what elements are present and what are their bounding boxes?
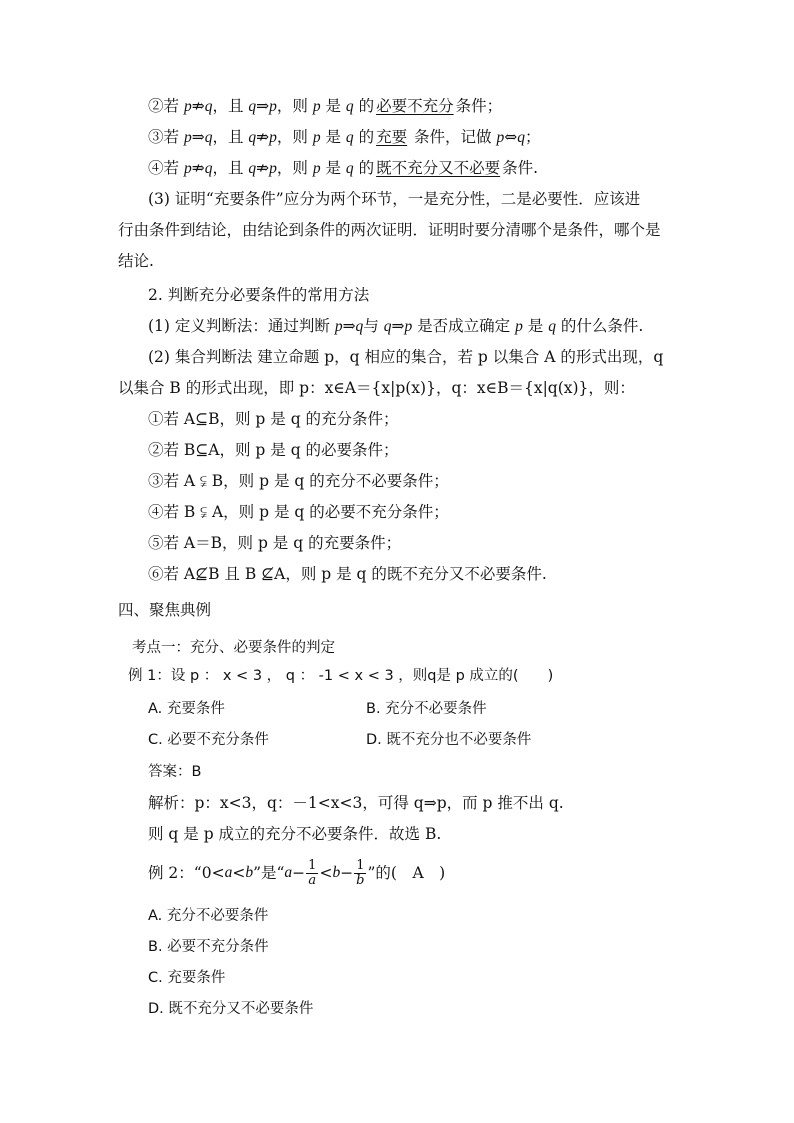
var-q: q — [248, 129, 257, 146]
var-p: p — [269, 160, 277, 177]
proof-note-line-1: (3) 证明“充要条件”应分为两个环节，一是充分性，二是必要性．应该进 — [148, 190, 641, 208]
example2-option-b: B. 必要不充分条件 — [148, 939, 269, 955]
fraction-denominator: b — [356, 872, 365, 888]
text-end: 条件； — [455, 97, 503, 115]
text-end: ； — [524, 128, 541, 146]
not-implies-symbol: ⇏ — [256, 128, 270, 146]
example1-answer: 答案：B — [148, 764, 202, 780]
set-method-line-2: 以集合 B 的形式出现，即 p：x∈A＝{x|p(x)}，q：x∈B＝{x|q(x)}，则： — [118, 379, 635, 397]
example1-option-c: C. 必要不充分条件 — [148, 732, 269, 748]
def-text: (1) 定义判断法：通过判断 — [148, 317, 335, 335]
var-q: q — [345, 129, 354, 146]
var-a: a — [224, 864, 233, 881]
example1-analysis-2: 则 q 是 p 成立的充分不必要条件．故选 B. — [148, 825, 442, 843]
condition-item-4 — [148, 158, 538, 179]
example2-option-d: D. 既不充分又不必要条件 — [148, 1001, 314, 1017]
item-lead: ②若 — [148, 97, 184, 115]
item-lead: ③若 — [148, 128, 184, 146]
var-p: p — [269, 98, 277, 115]
var-q: q — [204, 98, 213, 115]
var-p: p — [312, 129, 321, 146]
set-item-6: ⑥若 A⊈B 且 B ⊈A，则 p 是 q 的既不充分又不必要条件. — [148, 565, 547, 583]
var-q: q — [248, 98, 257, 115]
var-p: p — [312, 98, 321, 115]
var-b: b — [332, 864, 341, 881]
text-and: ，且 — [212, 128, 249, 146]
var-b: b — [245, 864, 254, 881]
fraction-numerator: 1 — [356, 857, 365, 873]
condition-item-2 — [148, 96, 502, 117]
text-of: 的 — [353, 159, 375, 177]
fraction-1-over-b — [354, 859, 366, 888]
not-implies-symbol: ⇏ — [256, 159, 270, 177]
proof-note-line-2: 行由条件到结论，由结论到条件的两次证明．证明时要分清哪个是条件，哪个是 — [118, 221, 661, 239]
not-implies-symbol: ⇏ — [191, 97, 205, 115]
set-method-line-1: (2) 集合判断法 建立命题 p，q 相应的集合，若 p 以集合 A 的形式出现，q — [148, 348, 664, 366]
def-text: 是否成立确定 — [412, 317, 516, 335]
fraction-denominator: a — [308, 872, 317, 888]
text-then: ，则 — [276, 128, 313, 146]
definition-method — [148, 316, 643, 337]
var-q: q — [204, 129, 213, 146]
text-end: 条件. — [502, 159, 539, 177]
var-q: q — [248, 160, 257, 177]
var-q: q — [517, 129, 525, 146]
var-a: a — [284, 864, 293, 881]
var-q: q — [548, 318, 556, 335]
section-heading: 四、聚焦典例 — [118, 601, 212, 619]
var-p: p — [312, 160, 321, 177]
implies-symbol: ⇒ — [191, 128, 205, 146]
var-p: p — [183, 129, 192, 146]
example1-topic: 考点一：充分、必要条件的判定 — [132, 640, 335, 656]
text-of: 的 — [353, 97, 375, 115]
set-item-1: ①若 A⊆B，则 p 是 q 的充分条件； — [148, 410, 399, 428]
text-of: 的 — [353, 128, 375, 146]
fill-answer: 既不充分又不必要 — [376, 159, 501, 177]
q-text: ”是“ — [253, 864, 285, 882]
example1-option-b: B. 充分不必要条件 — [366, 701, 487, 717]
example2-option-a: A. 充分不必要条件 — [148, 908, 269, 924]
item-lead: ④若 — [148, 159, 184, 177]
set-item-4: ④若 B ⫋ A，则 p 是 q 的必要不充分条件； — [148, 503, 449, 521]
text-then: ，则 — [276, 159, 313, 177]
text-and: ，且 — [212, 97, 249, 115]
implies-symbol: ⇒ — [256, 97, 270, 115]
example1-option-a: A. 充要条件 — [148, 701, 225, 717]
var-q: q — [345, 160, 354, 177]
example1-option-d: D. 既不充分也不必要条件 — [366, 732, 532, 748]
text-is: 是 — [320, 97, 346, 115]
var-p: p — [183, 98, 192, 115]
var-p: p — [496, 129, 505, 146]
text-is: 是 — [320, 159, 346, 177]
text-is: 是 — [320, 128, 346, 146]
lt-symbol: < — [319, 864, 333, 882]
var-q: q — [204, 160, 213, 177]
methods-heading: 2. 判断充分必要条件的常用方法 — [148, 286, 370, 304]
def-text: 的什么条件. — [555, 317, 644, 335]
example1-analysis-1: 解析：p：x<3，q：－1<x<3，可得 q⇒p，而 p 推不出 q. — [148, 794, 564, 812]
text-end: 条件，记做 — [409, 128, 497, 146]
def-text: 与 — [363, 317, 384, 335]
not-implies-symbol: ⇏ — [191, 159, 205, 177]
var-p: p — [515, 318, 523, 335]
example1-question: 例 1：设 p ： x < 3 ， q ： -1 < x < 3 ，则q是 p 成立的( ) — [128, 668, 554, 684]
fraction-numerator: 1 — [308, 857, 317, 873]
def-text: 是 — [522, 317, 549, 335]
text-and: ，且 — [212, 159, 249, 177]
lt-symbol: < — [232, 864, 246, 882]
var-p: p — [269, 129, 277, 146]
proof-note-line-3: 结论. — [118, 252, 154, 270]
fill-answer: 必要不充分 — [376, 97, 454, 115]
iff-symbol: ⇔ — [504, 128, 518, 146]
set-item-3: ③若 A ⫋ B，则 p 是 q 的充分不必要条件； — [148, 472, 449, 490]
q-text: 例 2：“0< — [148, 864, 225, 882]
var-q: q — [345, 98, 354, 115]
text-then: ，则 — [276, 97, 313, 115]
example2-option-c: C. 充要条件 — [148, 970, 226, 986]
minus-symbol: − — [340, 864, 354, 882]
example2-question — [148, 856, 445, 890]
fill-answer: 充要 — [376, 128, 408, 146]
minus-symbol: − — [292, 864, 306, 882]
var-p: p — [183, 160, 192, 177]
def-formula: q⇒p — [383, 318, 413, 335]
condition-item-3 — [148, 127, 541, 148]
q-text: ”的( A ) — [367, 864, 446, 882]
set-item-5: ⑤若 A＝B，则 p 是 q 的充要条件； — [148, 534, 402, 552]
def-formula: p⇒q — [334, 318, 364, 335]
set-item-2: ②若 B⊆A，则 p 是 q 的必要条件； — [148, 441, 399, 459]
fraction-1-over-a — [306, 859, 318, 888]
